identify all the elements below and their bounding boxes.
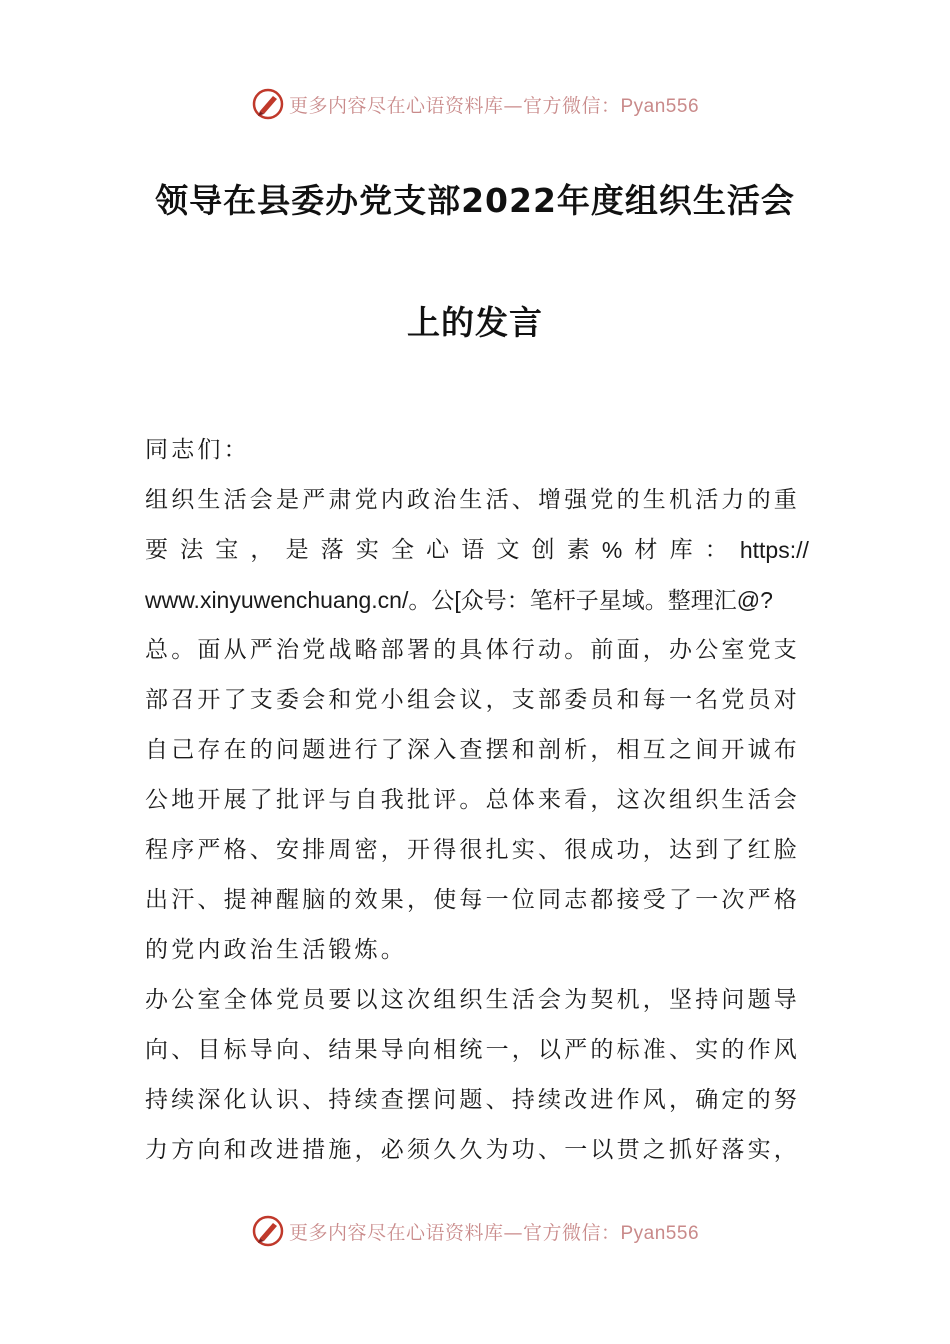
justified-char: 材 — [634, 537, 658, 563]
justified-char: 是 — [285, 537, 309, 563]
justified-char: 素 — [566, 537, 590, 563]
justified-char: 要 — [145, 537, 168, 563]
watermark-banner-bottom — [0, 1211, 950, 1251]
paragraph-1-line: 出汗、提神醒脑的效果，使每一位同志都接受了一次严格 — [145, 887, 800, 913]
justified-char: 语 — [461, 537, 485, 563]
paragraph-2-line: 办公室全体党员要以这次组织生活会为契机，坚持问题导 — [145, 987, 800, 1013]
pen-logo-icon — [251, 1214, 285, 1248]
justified-char: ， — [250, 537, 274, 563]
paragraph-1-line: www.xinyuwenchuang.cn/。公[众号：笔杆子星域。整理汇@? — [145, 587, 773, 613]
justified-char: 落 — [320, 537, 344, 563]
justified-char: https:// — [739, 537, 809, 563]
justified-char: 宝 — [215, 537, 239, 563]
justified-char: 实 — [355, 537, 379, 563]
paragraph-2-line: 向、目标导向、结果导向相统一，以严的标准、实的作风 — [145, 1037, 800, 1063]
paragraph-1-line: 公地开展了批评与自我批评。总体来看，这次组织生活会 — [145, 787, 800, 813]
justified-char: 全 — [390, 537, 414, 563]
justified-char: 库 — [669, 537, 693, 563]
justified-char: 心 — [426, 537, 450, 563]
justified-char: 法 — [180, 537, 204, 563]
paragraph-1-line-justified — [145, 525, 809, 575]
justified-char: 文 — [496, 537, 520, 563]
document-body — [145, 425, 809, 1175]
watermark-banner-top — [0, 84, 950, 124]
pen-logo-icon — [251, 87, 285, 121]
paragraph-1-line: 组织生活会是严肃党内政治生活、增强党的生机活力的重 — [145, 487, 800, 513]
paragraph-2-line: 力方向和改进措施，必须久久为功、一以贯之抓好落实， — [145, 1137, 800, 1163]
watermark-text: 更多内容尽在心语资料库—官方微信：Pyan556 — [288, 1221, 700, 1244]
paragraph-1-line: 的党内政治生活锻炼。 — [145, 937, 407, 963]
paragraph-1-line: 总。面从严治党战略部署的具体行动。前面，办公室党支 — [145, 637, 800, 663]
document-title-line-1: 领导在县委办党支部2022年度组织生活会 — [155, 181, 795, 220]
justified-char: 创 — [531, 537, 555, 563]
justified-char: % — [601, 537, 623, 563]
document-title-line-2: 上的发言 — [407, 303, 543, 342]
paragraph-1-line: 部召开了支委会和党小组会议，支部委员和每一名党员对 — [145, 687, 800, 713]
watermark-text: 更多内容尽在心语资料库—官方微信：Pyan556 — [288, 94, 700, 117]
paragraph-2-line: 持续深化认识、持续查摆问题、持续改进作风，确定的努 — [145, 1087, 800, 1113]
salutation: 同志们： — [145, 437, 250, 463]
paragraph-1-line: 自己存在的问题进行了深入查摆和剖析，相互之间开诚布 — [145, 737, 800, 763]
paragraph-1-line: 程序严格、安排周密，开得很扎实、很成功，达到了红脸 — [145, 837, 800, 863]
justified-char: ： — [704, 537, 728, 563]
